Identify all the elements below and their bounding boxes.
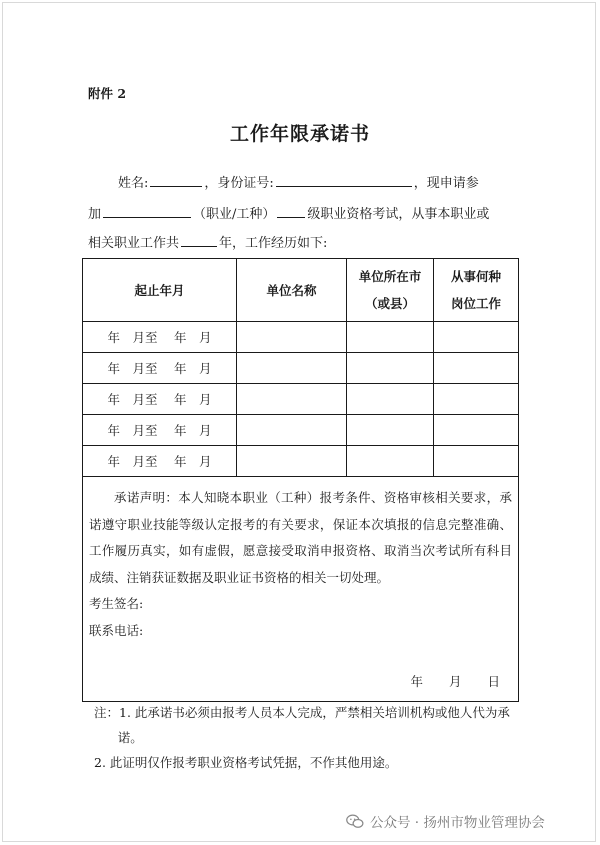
name-blank[interactable]: [150, 173, 202, 187]
date-day: 日: [487, 673, 500, 689]
declaration-row: [83, 477, 519, 702]
date-line[interactable]: [410, 669, 500, 696]
location-cell[interactable]: [347, 353, 434, 384]
employer-cell[interactable]: [237, 415, 347, 446]
declaration-cell: [83, 477, 519, 702]
position-cell[interactable]: [434, 384, 519, 415]
date-month: 月: [448, 673, 462, 689]
phone-label[interactable]: 联系电话:: [89, 622, 144, 638]
position-cell[interactable]: [434, 446, 519, 477]
intro-line-1: [118, 172, 479, 191]
note-2: 2. 此证明仅作报考职业资格考试凭据，不作其他用途。: [94, 755, 398, 770]
wechat-icon: [346, 814, 364, 829]
header-period: 起止年月: [83, 259, 237, 322]
employer-cell[interactable]: [237, 384, 347, 415]
employer-cell[interactable]: [237, 322, 347, 353]
attachment-label: 附件 2: [88, 86, 127, 101]
employer-cell[interactable]: [237, 446, 347, 477]
header-position-line1: 从事何种: [450, 269, 501, 284]
location-cell[interactable]: [347, 415, 434, 446]
header-position: [434, 259, 519, 322]
table-row: [83, 415, 519, 446]
table-row: [83, 322, 519, 353]
period-cell[interactable]: 年 月至 年 月: [83, 322, 237, 353]
location-cell[interactable]: [347, 322, 434, 353]
intro-line-2: [88, 203, 489, 222]
watermark: [346, 811, 545, 831]
location-cell[interactable]: [347, 446, 434, 477]
table-row: [83, 353, 519, 384]
name-label: 姓名:: [118, 176, 149, 191]
watermark-text: 公众号 · 扬州市物业管理协会: [370, 815, 545, 831]
header-location-line1: 单位所在市: [358, 269, 422, 284]
signature-label[interactable]: 考生签名:: [89, 596, 144, 611]
employer-cell[interactable]: [237, 353, 347, 384]
position-cell[interactable]: [434, 415, 519, 446]
note-1: 注：1. 此承诺书必须由报考人员本人完成，严禁相关培训机构或他人代为承诺。: [94, 705, 510, 745]
intro-line-3: [88, 232, 327, 251]
apply-label: ，现申请参: [413, 176, 479, 191]
table-row: [83, 384, 519, 415]
id-label: ，身份证号:: [204, 176, 274, 191]
table-row: [83, 446, 519, 477]
position-cell[interactable]: [434, 353, 519, 384]
date-year: 年: [410, 673, 423, 689]
declaration-text: 承诺声明：本人知晓本职业（工种）报考条件、资格审核相关要求，承诺遵守职业技能等级认定报考的有关要求，保证本次填报的信息完整准确、工作履历真实，如有虚假，愿意接受取消申报资格、取消当次考试所有科目成绩、注销获证数据及职业证书资格的相关一切处理。: [89, 490, 512, 585]
document-title: 工作年限承诺书: [229, 123, 370, 145]
header-location: [347, 259, 434, 322]
header-position-line2: 岗位工作: [450, 296, 501, 311]
line2-prefix: 加: [88, 207, 102, 222]
line2-suffix: 级职业资格考试，从事本职业或: [307, 207, 490, 222]
occupation-blank[interactable]: [103, 204, 191, 218]
line3-prefix: 相关职业工作共: [88, 236, 180, 251]
line3-suffix: 年，工作经历如下:: [219, 236, 328, 251]
work-history-table: [82, 258, 519, 702]
period-cell[interactable]: 年 月至 年 月: [83, 415, 237, 446]
years-blank[interactable]: [181, 233, 217, 247]
header-employer: 单位名称: [237, 259, 347, 322]
position-cell[interactable]: [434, 322, 519, 353]
notes-section: [94, 700, 522, 775]
location-cell[interactable]: [347, 384, 434, 415]
table-header-row: [83, 259, 519, 322]
level-blank[interactable]: [277, 204, 305, 218]
line2-mid: （职业/工种）: [193, 207, 276, 222]
header-location-line2: （或县）: [364, 296, 415, 311]
id-blank[interactable]: [276, 173, 412, 187]
period-cell[interactable]: 年 月至 年 月: [83, 446, 237, 477]
period-cell[interactable]: 年 月至 年 月: [83, 353, 237, 384]
period-cell[interactable]: 年 月至 年 月: [83, 384, 237, 415]
